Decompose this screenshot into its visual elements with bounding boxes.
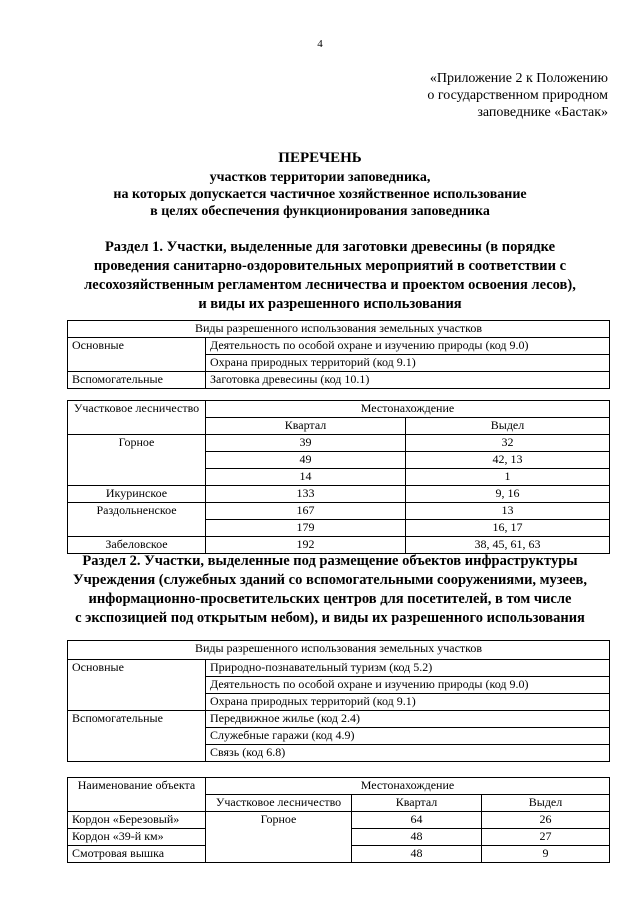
heading-line: с экспозицией под открытым небом), и виды их разрешенного использования (75, 610, 585, 626)
section2-use-table (67, 640, 610, 762)
object-cell: Смотровая вышка (68, 846, 206, 863)
page-number: 4 (317, 38, 323, 50)
appendix-reference (427, 70, 608, 121)
use-item: Служебные гаражи (код 4.9) (206, 728, 610, 745)
use-item: Связь (код 6.8) (206, 745, 610, 762)
heading-line: проведения санитарно-оздоровительных мероприятий в соответствии с (93, 258, 567, 274)
col-plot: Выдел (482, 795, 610, 812)
col-location: Местонахождение (206, 401, 610, 418)
table-row (68, 435, 610, 452)
heading-line: Учреждения (служебных зданий со вспомогательными сооружениями, музеев, (73, 572, 587, 588)
plot-cell: 13 (406, 503, 610, 520)
use-item: Заготовка древесины (код 10.1) (206, 372, 610, 389)
main-use-label: Основные (68, 660, 206, 711)
plot-cell: 27 (482, 829, 610, 846)
object-cell: Кордон «39-й км» (68, 829, 206, 846)
heading-line: Раздел 1. Участки, выделенные для заготовки древесины (в порядке (104, 239, 556, 255)
quarter-cell: 48 (352, 829, 482, 846)
col-location: Местонахождение (206, 778, 610, 795)
quarter-cell: 64 (352, 812, 482, 829)
quarter-cell: 49 (206, 452, 406, 469)
quarter-cell: 167 (206, 503, 406, 520)
appendix-line: о государственном природном (427, 88, 608, 103)
col-forestry: Участковое лесничество (206, 795, 352, 812)
quarter-cell: 179 (206, 520, 406, 537)
appendix-line: «Приложение 2 к Положению (429, 71, 608, 86)
quarter-cell: 133 (206, 486, 406, 503)
plot-cell: 9, 16 (406, 486, 610, 503)
table-row (68, 537, 610, 554)
heading-line: Раздел 2. Участки, выделенные под размещение объектов инфраструктуры (82, 553, 578, 569)
quarter-cell: 14 (206, 469, 406, 486)
use-table-header: Виды разрешенного использования земельных участков (68, 321, 610, 338)
col-forestry: Участковое лесничество (68, 401, 206, 435)
section2-heading (40, 552, 620, 628)
quarter-cell: 48 (352, 846, 482, 863)
appendix-line: заповеднике «Бастак» (477, 105, 608, 120)
subtitle-line: в целях обеспечения функционирования заповедника (150, 204, 490, 219)
forestry-cell: Горное (206, 812, 352, 863)
plot-cell: 26 (482, 812, 610, 829)
forestry-cell: Горное (68, 435, 206, 486)
quarter-cell: 192 (206, 537, 406, 554)
document-subtitle (0, 169, 640, 220)
col-quarter: Квартал (206, 418, 406, 435)
use-item: Охрана природных территорий (код 9.1) (206, 694, 610, 711)
forestry-cell: Раздольненское (68, 503, 206, 537)
use-item: Деятельность по особой охране и изучению природы (код 9.0) (206, 677, 610, 694)
plot-cell: 38, 45, 61, 63 (406, 537, 610, 554)
use-item: Деятельность по особой охране и изучению природы (код 9.0) (206, 338, 610, 355)
section1-location-table (67, 400, 610, 554)
use-table-header: Виды разрешенного использования земельных участков (68, 641, 610, 660)
use-item: Охрана природных территорий (код 9.1) (206, 355, 610, 372)
plot-cell: 16, 17 (406, 520, 610, 537)
object-cell: Кордон «Березовый» (68, 812, 206, 829)
subtitle-line: участков территории заповедника, (209, 170, 431, 185)
section1-heading (40, 238, 620, 314)
section2-object-table (67, 777, 610, 863)
quarter-cell: 39 (206, 435, 406, 452)
plot-cell: 1 (406, 469, 610, 486)
forestry-cell: Забеловское (68, 537, 206, 554)
heading-line: и виды их разрешенного использования (198, 296, 462, 312)
table-row (68, 486, 610, 503)
subtitle-line: на которых допускается частичное хозяйственное использование (113, 187, 527, 202)
heading-line: информационно-просветительских центров для посетителей, в том числе (88, 591, 572, 607)
plot-cell: 42, 13 (406, 452, 610, 469)
use-item: Природно-познавательный туризм (код 5.2) (206, 660, 610, 677)
aux-use-label: Вспомогательные (68, 711, 206, 762)
col-plot: Выдел (406, 418, 610, 435)
plot-cell: 32 (406, 435, 610, 452)
plot-cell: 9 (482, 846, 610, 863)
table-row (68, 812, 610, 829)
col-object: Наименование объекта (68, 778, 206, 812)
use-item: Передвижное жилье (код 2.4) (206, 711, 610, 728)
table-row (68, 503, 610, 520)
document-title: ПЕРЕЧЕНЬ (278, 150, 362, 166)
heading-line: лесохозяйственным регламентом лесничества и проектом освоения лесов), (84, 277, 576, 293)
section1-use-table (67, 320, 610, 389)
main-use-label: Основные (68, 338, 206, 355)
col-quarter: Квартал (352, 795, 482, 812)
aux-use-label: Вспомогательные (68, 372, 206, 389)
forestry-cell: Икуринское (68, 486, 206, 503)
